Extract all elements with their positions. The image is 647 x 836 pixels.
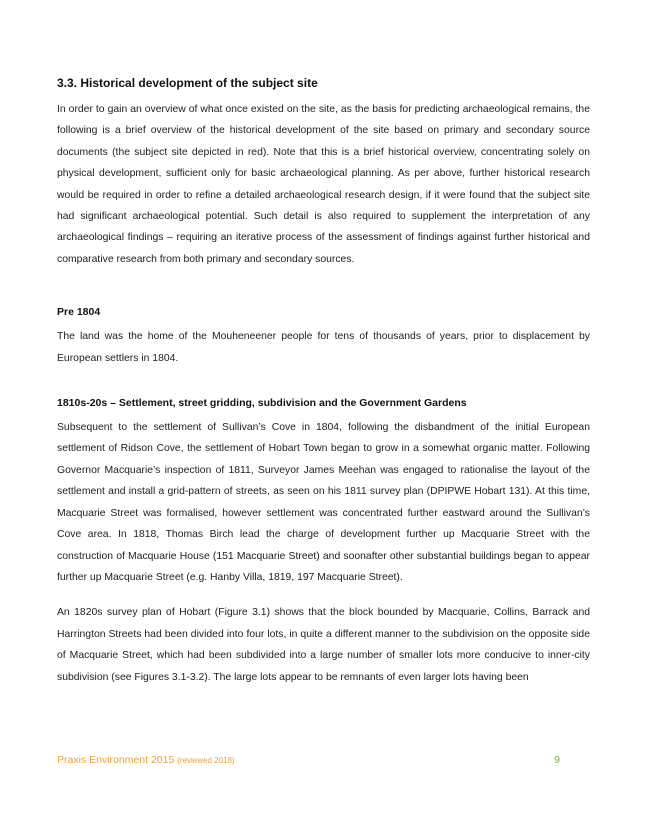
subsection-paragraph: Subsequent to the settlement of Sullivan’s Cove in 1804, following the disbandment of the initial European settlement of Ridson Cove, the settlement of Hobart Town began to grow in a somewhat organic matter. Following Governor Macquarie’s inspection of 1811, Surveyor James Meehan was engaged to rationalise the layout of the settlement and install a grid-pattern of streets, as seen on his 1811 survey plan (DPIPWE Hobart 131). At this time, Macquarie Street was formalised, however settlement was concentrated further eastward around the Sullivan’s Cove area. In 1818, Thomas Birch lead the charge of development further up Macquarie Street with the construction of Macquarie House (151 Macquarie Street) and soonafter other substantial buildings began to appear further up Macquarie Street (e.g. Hanby Villa, 1819, 197 Macquarie Street). <box>57 422 590 583</box>
section-pre-1804 <box>57 304 590 369</box>
subsection-paragraph: An 1820s survey plan of Hobart (Figure 3.1) shows that the block bounded by Macquarie, Collins, Barrack and Harrington Streets had been divided into four lots, in quite a different manner to the subdivision on the opposite side of Macquarie Street, which had been subdivided into a large number of smaller lots more conducive to inner-city subdivision (see Figures 3.1-3.2). The large lots appear to be remnants of even larger lots having been <box>57 607 590 683</box>
document-body <box>57 74 590 688</box>
footer-org: Praxis Environment 2015 <box>57 754 175 766</box>
subsection-heading: 1810s-20s – Settlement, street gridding, subdivision and the Government Gardens <box>57 397 467 410</box>
footer-reviewed: (reviewed 2018) <box>177 756 235 765</box>
section-paragraph: In order to gain an overview of what once existed on the site, as the basis for predicting archaeological remains, the following is a brief overview of the historical development of the site based on primary and secondary source documents (the subject site depicted in red). Note that this is a brief historical overview, concentrating solely on physical development, sufficient only for basic archaeological planning. As per above, further historical research would be required in order to refine a detailed archaeological research design, if it were found that the subject site had significant archaeological potential. Such detail is also required to supplement the interpretation of any archaeological findings – requiring an iterative process of the assessment of findings against further historical and comparative research from both primary and secondary sources. <box>57 104 590 265</box>
subsection-heading: Pre 1804 <box>57 306 101 319</box>
subsection-paragraph: The land was the home of the Mouheneener people for tens of thousands of years, prior to displacement by European settlers in 1804. <box>57 331 590 364</box>
section-heading: 3.3. Historical development of the subject site <box>57 76 318 90</box>
section-historical-development <box>57 74 590 270</box>
page-footer <box>57 754 560 766</box>
section-1810s-20s <box>57 395 590 688</box>
page-number: 9 <box>554 754 560 766</box>
